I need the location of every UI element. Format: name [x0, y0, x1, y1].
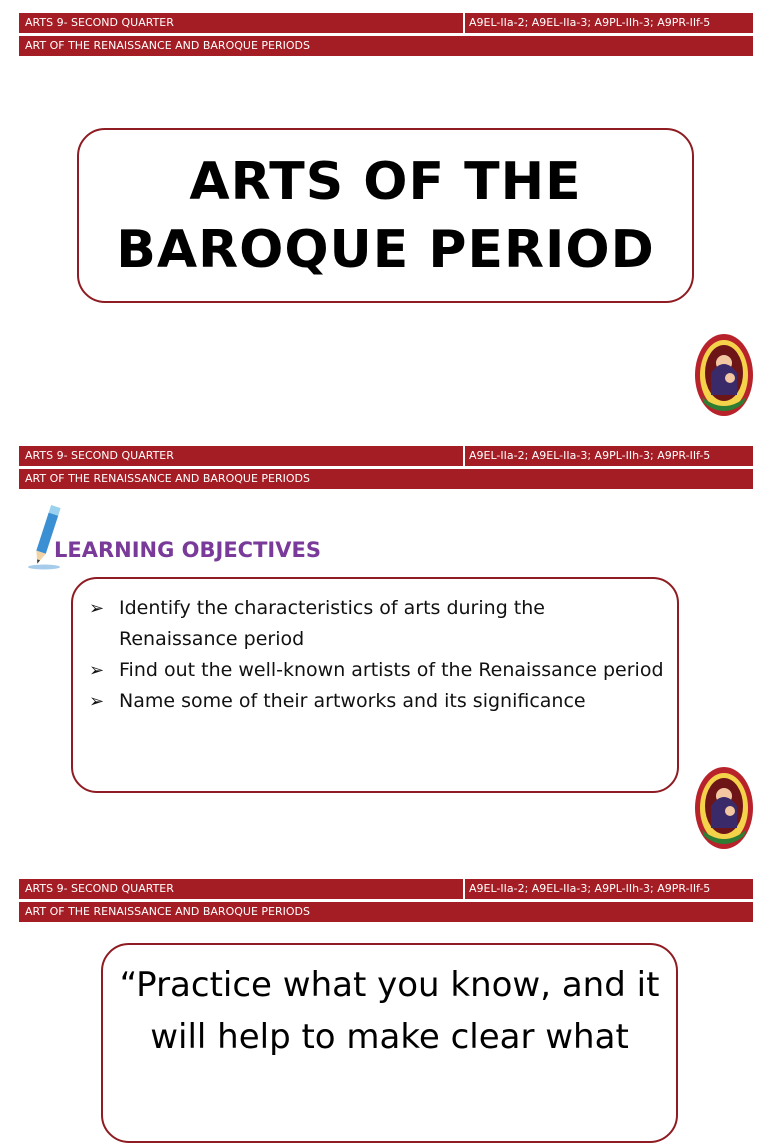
header-topic: ART OF THE RENAISSANCE AND BAROQUE PERIODS: [25, 472, 310, 485]
header-bar-top: [19, 13, 753, 33]
header-competency-codes: A9EL-IIa-2; A9EL-IIa-3; A9PL-IIh-3; A9PR-IIf-5: [469, 16, 711, 29]
objective-text: Name some of their artworks and its significance: [119, 690, 586, 712]
header-bar-top: [19, 879, 753, 899]
arrow-bullet-icon: ➢: [89, 660, 105, 681]
list-item: [89, 686, 669, 717]
header-bar-bottom: [19, 36, 753, 56]
header-bar-top: [19, 446, 753, 466]
slide-title: [0, 0, 768, 433]
header-bar-bottom: [19, 902, 753, 922]
header-quarter: ARTS 9- SECOND QUARTER: [25, 882, 174, 895]
university-seal-icon: [694, 766, 754, 850]
header-competency-codes: A9EL-IIa-2; A9EL-IIa-3; A9PL-IIh-3; A9PR-IIf-5: [469, 882, 711, 895]
slide-title-text: [79, 148, 692, 284]
list-item: [89, 593, 669, 655]
header-quarter: ARTS 9- SECOND QUARTER: [25, 449, 174, 462]
arrow-bullet-icon: ➢: [89, 691, 105, 712]
title-line-2: BAROQUE PERIOD: [116, 220, 655, 280]
header-topic: ART OF THE RENAISSANCE AND BAROQUE PERIODS: [25, 39, 310, 52]
objectives-list: [89, 593, 669, 717]
header-divider: [463, 446, 465, 466]
arrow-bullet-icon: ➢: [89, 598, 105, 619]
objective-text: Find out the well-known artists of the Renaissance period: [119, 659, 664, 681]
quote-text: “Practice what you know, and it will help to make clear what: [119, 965, 660, 1057]
header-competency-codes: A9EL-IIa-2; A9EL-IIa-3; A9PL-IIh-3; A9PR-IIf-5: [469, 449, 711, 462]
list-item: [89, 655, 669, 686]
learning-objectives-heading: LEARNING OBJECTIVES: [54, 538, 321, 562]
university-seal-icon: [694, 333, 754, 417]
objective-text: Identify the characteristics of arts during the Renaissance period: [119, 597, 545, 650]
header-bar-bottom: [19, 469, 753, 489]
header-divider: [463, 13, 465, 33]
header-topic: ART OF THE RENAISSANCE AND BAROQUE PERIODS: [25, 905, 310, 918]
title-line-1: ARTS OF THE: [189, 152, 582, 212]
header-divider: [463, 879, 465, 899]
title-box: [77, 128, 694, 303]
header-quarter: ARTS 9- SECOND QUARTER: [25, 16, 174, 29]
quote-box: [101, 943, 678, 1143]
objectives-box: [71, 577, 679, 793]
